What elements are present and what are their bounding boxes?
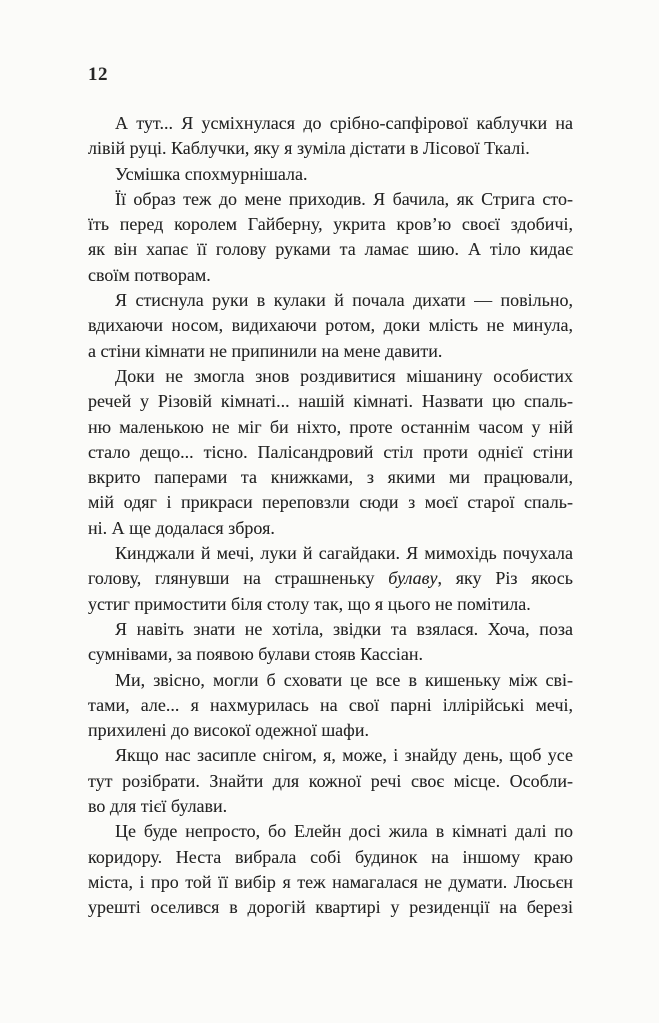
text-line: як він хапає її голову руками та ламає шию. А тіло кидає: [88, 239, 573, 260]
paragraph: [88, 668, 573, 744]
text-line: ні. А ще додалася зброя.: [88, 517, 275, 538]
text-line: Кинджали й мечі, луки й сагайдаки. Я мимохідь почухала: [115, 543, 573, 564]
text-line: Усмішка спохмурнішала.: [115, 163, 308, 184]
paragraph: [88, 541, 573, 617]
paragraph: [88, 162, 573, 187]
text-line: мій одяг і прикраси переповзли сюди з моєї старої спаль-: [88, 492, 573, 513]
text-line: А тут... Я усміхнулася до срібно-сапфірової каблучки на: [115, 113, 573, 133]
text-line: а стіни кімнати не припинили на мене давити.: [88, 340, 443, 361]
text-line: прихилені до високої одежної шафи.: [88, 720, 369, 741]
text-line: своїм потворам.: [88, 264, 211, 285]
paragraph: [88, 743, 573, 819]
text-line: Її образ теж до мене приходив. Я бачила, як Стрига сто-: [115, 188, 573, 209]
text-line: Я навіть знати не хотіла, звідки та взялася. Хоча, поза: [115, 618, 573, 639]
text-line: Ми, звісно, могли б сховати це все в кишеньку між сві-: [115, 669, 573, 690]
paragraph: [88, 288, 573, 364]
text-line: речей у Різовій кімнаті... нашій кімнаті. Назвати цю спаль-: [88, 391, 573, 412]
text-line: [88, 566, 573, 591]
text-line: Я стиснула руки в кулаки й почала дихати — повільно,: [115, 290, 573, 311]
text-block: [88, 111, 573, 921]
text-line: Доки не змогла знов роздивитися мішанину особистих: [115, 365, 573, 386]
paragraph: [88, 364, 573, 541]
text-line: Це буде непросто, бо Елейн досі жила в кімнаті далі по: [115, 821, 573, 842]
text-line: коридору. Неста вибрала собі будинок на іншому краю: [88, 846, 573, 867]
paragraph: [88, 819, 573, 920]
text-line: тут розібрати. Знайти для кожної речі своє місце. Особли-: [88, 770, 573, 791]
text-line: їть перед королем Гайберну, укрита кров’ю своєї здобичі,: [88, 214, 573, 235]
text-line: во для тієї булави.: [88, 796, 228, 817]
text-segment: , яку Різ якось: [437, 568, 573, 589]
text-line: міста, і про той її вибір я теж намагалася не думати. Люсьєн: [88, 871, 573, 892]
text-line: сумнівами, за появою булави стояв Кассіан.: [88, 644, 424, 665]
text-line: стало дещо... тісно. Палісандровий стіл проти однієї стіни: [88, 441, 573, 462]
text-line: ню маленькою не міг би ніхто, проте останнім часом у ній: [88, 416, 573, 437]
text-line: урешті оселився в дорогій квартирі у резиденції на березі: [88, 897, 573, 918]
paragraph: [88, 111, 573, 162]
text-line: Якщо нас засипле снігом, я, може, і знайду день, щоб усе: [115, 745, 573, 766]
text-line: лівій руці. Каблучки, яку я зуміла дістати в Лісової Ткалі.: [88, 138, 530, 159]
text-segment: голову, глянувши на страшненьку: [88, 568, 389, 589]
text-line: вдихаючи носом, видихаючи ротом, доки млість не минула,: [88, 315, 573, 336]
paragraph: [88, 617, 573, 668]
text-line: вкрито паперами та книжками, з якими ми працювали,: [88, 467, 573, 488]
text-line: тами, але... я нахмурилась на свої парні іллірійські мечі,: [88, 694, 573, 715]
paragraph: [88, 187, 573, 288]
text-line: устиг примостити біля столу так, що я цього не помітила.: [88, 593, 531, 614]
page-number: 12: [88, 64, 108, 85]
italic-text: булаву: [388, 568, 438, 589]
